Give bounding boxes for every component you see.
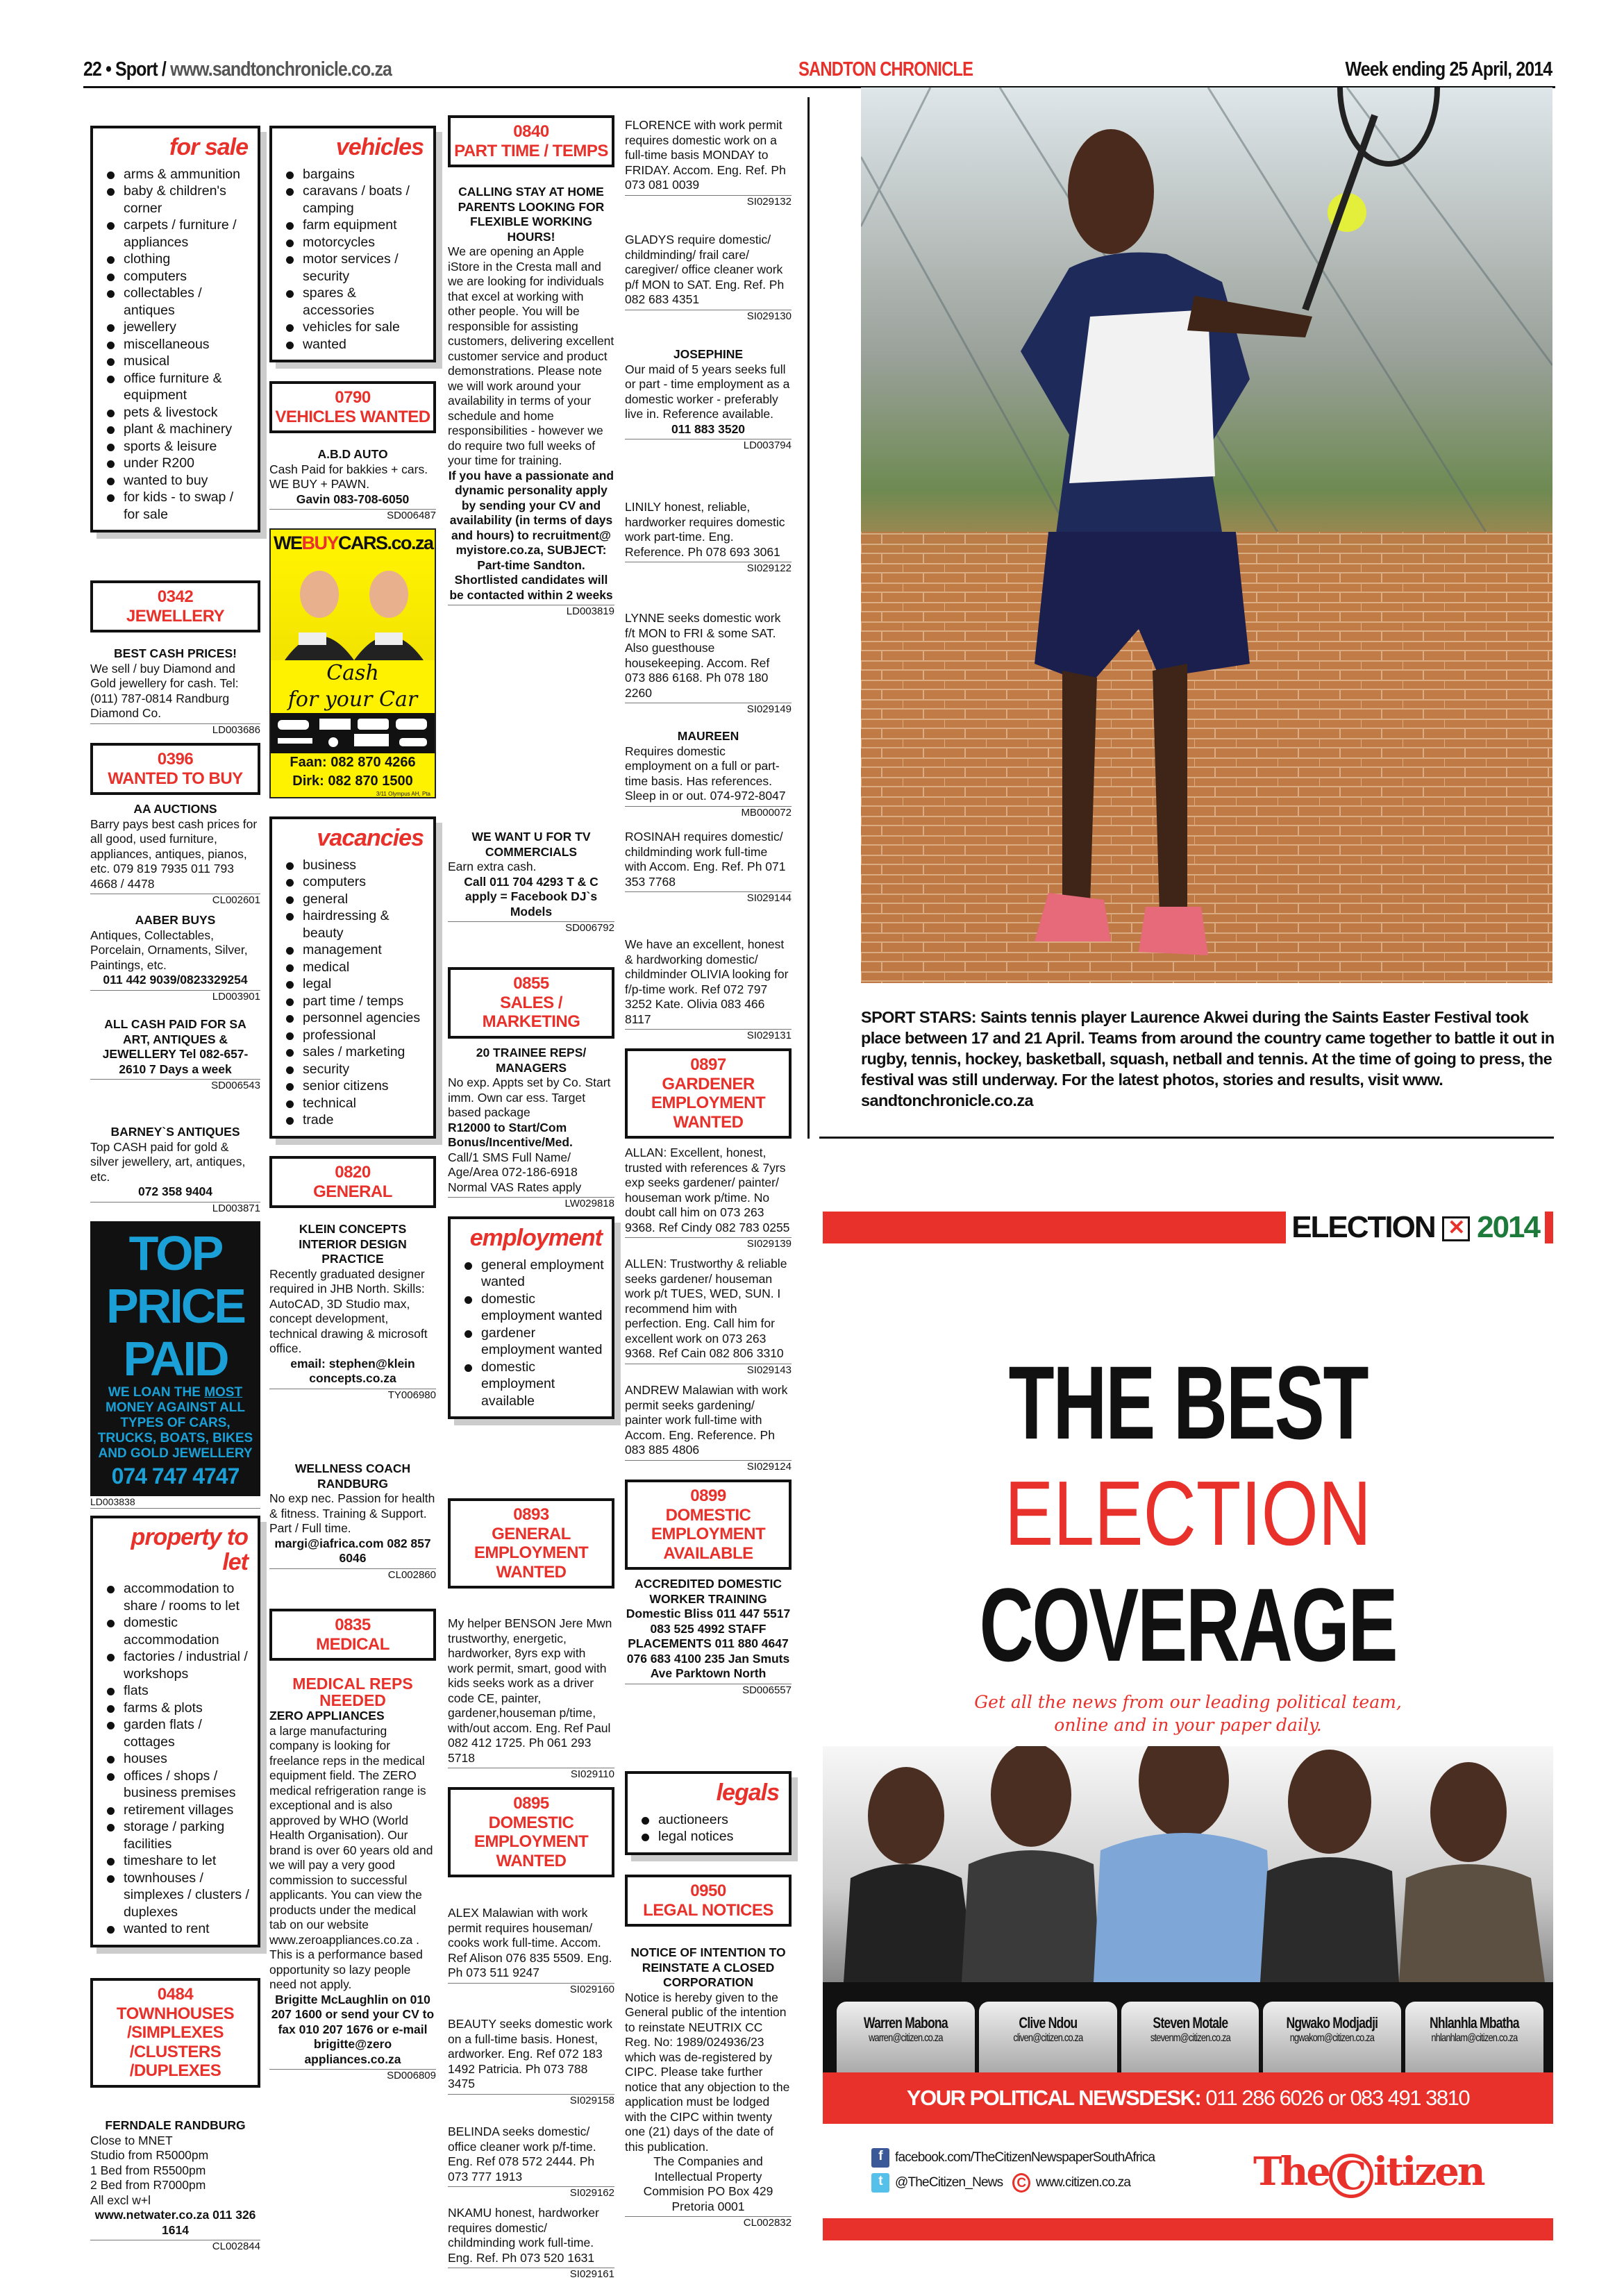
ad-reference-code: LD003871 bbox=[90, 1202, 260, 1214]
red-footer-bar bbox=[823, 2218, 1553, 2240]
ad-body: Call/1 SMS Full Name/ Age/Area 072-186-6918 Normal VAS Rates apply bbox=[448, 1150, 582, 1194]
ad-reference-code: SI029161 bbox=[448, 2268, 614, 2280]
ad-reference-code: SI029162 bbox=[448, 2186, 614, 2199]
section-code: 0897 bbox=[690, 1055, 726, 1074]
index-item-spares-accessories[interactable]: spares & accessories bbox=[285, 285, 426, 319]
index-item-vehicles-for-sale[interactable]: vehicles for sale bbox=[285, 319, 426, 336]
ad-red: MEDICAL REPS NEEDED bbox=[292, 1675, 413, 1709]
index-item-management[interactable]: management bbox=[285, 941, 426, 959]
ad-head: BEST CASH PRICES! bbox=[114, 646, 237, 660]
ad-reference-code: SI029131 bbox=[625, 1029, 792, 1041]
ad-reference-code: SI029122 bbox=[625, 562, 792, 574]
journalists-photo bbox=[823, 1746, 1553, 1982]
index-title: for sale bbox=[169, 134, 248, 160]
citizen-c-icon: C bbox=[1012, 2173, 1030, 2193]
journalist-steven-motale bbox=[1121, 2002, 1259, 2072]
index-list bbox=[463, 1257, 605, 1410]
journalist-name: Warren Mabona bbox=[863, 2014, 948, 2031]
classified-ad bbox=[448, 1046, 614, 1209]
the-citizen-logo: The C itizen bbox=[1253, 2149, 1484, 2199]
journalist-warren-mabona bbox=[837, 2002, 975, 2072]
classified-ad bbox=[90, 913, 260, 1003]
section-0899 bbox=[625, 1480, 792, 1570]
ad-head: AABER BUYS bbox=[135, 913, 216, 927]
journalist-email[interactable]: warren@citizen.co.za bbox=[869, 2032, 943, 2044]
section-0950 bbox=[625, 1875, 792, 1927]
ad-reference-code: CL002860 bbox=[269, 1568, 436, 1581]
index-item-timeshare-to-let[interactable]: timeshare to let bbox=[106, 1852, 251, 1870]
classified-ad bbox=[625, 347, 792, 451]
photo-caption: SPORT STARS: Saints tennis player Laurence Akwei during the Saints Easter Festival took place between 17 and 21 April. Teams from around the country came together to battle it out in rugby, tennis, hockey, basketball, squash, netball and tennis. At the time of going to press, the festival was still underway. For the latest photos, stories and results, visit www. sandtonchronicle.co.za bbox=[861, 1008, 1555, 1109]
ad-body: a large manufacturing company is looking for freelance reps in the medical equipment field. The ZERO medical refrigeration range is exceptional and is also approved by WHO (World Health Organisation). Our brand is over 60 years old and we will pay a very good commission to successful applicants. You can view the products under the medical tab on our website www.zeroappliances.co.za . This is a performance based opportunity so lazy people need not apply. bbox=[269, 1723, 433, 1991]
section-0840 bbox=[448, 115, 614, 167]
classified-ad bbox=[269, 1222, 436, 1401]
section-0484 bbox=[90, 1978, 260, 2088]
index-item-houses[interactable]: houses bbox=[106, 1750, 251, 1768]
journalist-name: Steven Motale bbox=[1153, 2014, 1228, 2031]
index-item-farms-plots[interactable]: farms & plots bbox=[106, 1700, 251, 1717]
ad-head: ACCREDITED DOMESTIC WORKER TRAINING Domestic Bliss 011 447 5517 083 525 4992 STAFF PLACEMENTS 011 880 4647 076 683 4100 235 Jan Smuts Ave Parktown North bbox=[626, 1577, 791, 1680]
journalist-email[interactable]: stevenm@citizen.co.za bbox=[1150, 2032, 1230, 2044]
index-item-accommodation-to-share-rooms-to-let[interactable]: accommodation to share / rooms to let bbox=[106, 1580, 251, 1614]
headline-coverage: COVERAGE bbox=[979, 1566, 1397, 1683]
index-item-wanted-to-rent[interactable]: wanted to rent bbox=[106, 1920, 251, 1938]
section-0835 bbox=[269, 1609, 436, 1661]
section-label: LEGAL NOTICES bbox=[643, 1900, 773, 1920]
index-property-to-let bbox=[90, 1516, 260, 1947]
ad-contact: margi@iafrica.com 082 857 6046 bbox=[274, 1536, 431, 1565]
journalist-ngwako-modjadji bbox=[1263, 2002, 1401, 2072]
classified-ad bbox=[269, 447, 436, 521]
ad-body: Barry pays best cash prices for all good, used furniture, appliances, antiques, pianos, etc. 079 819 7935 011 793 4668 / 4478 bbox=[90, 816, 258, 891]
section-code: 0855 bbox=[513, 974, 549, 993]
ad-reference-code: SD006543 bbox=[90, 1079, 260, 1091]
ad-head: 20 TRAINEE REPS/ MANAGERS bbox=[476, 1046, 587, 1075]
caption-rule bbox=[819, 1137, 1554, 1139]
election-2014-logo: ELECTION ✕ 2014 bbox=[1286, 1212, 1545, 1243]
journalist-email[interactable]: cliven@citizen.co.za bbox=[1013, 2032, 1083, 2044]
index-item-jewellery[interactable]: jewellery bbox=[106, 319, 251, 336]
ad-foot: The Companies and Intellectual Property Commision PO Box 429 Pretoria 0001 bbox=[643, 2154, 773, 2213]
ad-contact: Call 011 704 4293 T & C apply = Facebook DJ`s Models bbox=[464, 874, 598, 919]
ad-subline: Get all the news from our leading political team, online and in your paper daily. bbox=[974, 1692, 1402, 1735]
website-link[interactable]: www.sandtonchronicle.co.za bbox=[170, 58, 392, 81]
classified-ad bbox=[448, 2206, 614, 2280]
owners-photo bbox=[271, 556, 435, 660]
section-label: GARDENER EMPLOYMENT WANTED bbox=[651, 1074, 766, 1132]
index-title: legals bbox=[716, 1779, 779, 1806]
ad-body: We sell / buy Diamond and Gold jewellery for cash. Tel: (011) 787-0814 Randburg Diamond Co. bbox=[90, 661, 239, 720]
index-list bbox=[106, 166, 251, 523]
ad-head: WE WANT U FOR TV COMMERCIALS bbox=[471, 830, 591, 859]
journalist-tabs bbox=[823, 1982, 1553, 2072]
classified-ad bbox=[90, 646, 260, 736]
ad-body: Antiques, Collectables, Porcelain, Ornaments, Silver, Paintings, etc. bbox=[90, 928, 248, 972]
classified-ad bbox=[625, 1146, 792, 1250]
ad-reference-code: SI029158 bbox=[448, 2094, 614, 2106]
ad-reference-code: CL002601 bbox=[90, 894, 260, 906]
ad-body: LINILY honest, reliable, hardworker requires domestic work part-time. Eng. Reference. Ph 078 693 3061 bbox=[625, 500, 785, 559]
section-0895 bbox=[448, 1787, 614, 1877]
section-label: TOWNHOUSES /SIMPLEXES /CLUSTERS /DUPLEXES bbox=[116, 2004, 235, 2081]
classified-ad bbox=[448, 1906, 614, 1995]
index-title: employment bbox=[469, 1225, 602, 1251]
index-employment bbox=[448, 1216, 614, 1419]
journalist-name: Nhlanhla Mbatha bbox=[1430, 2014, 1519, 2031]
vehicle-icons bbox=[271, 713, 435, 753]
ad-reference-code: SI029110 bbox=[448, 1768, 614, 1780]
ad-body: ANDREW Malawian with work permit seeks gardening/ painter work full-time with Accom. Eng. Reference. Ph 083 885 4806 bbox=[625, 1383, 788, 1457]
cash-slogan: for your Car bbox=[271, 687, 435, 713]
ad-reference-code: SD006792 bbox=[448, 921, 614, 934]
index-item-bargains[interactable]: bargains bbox=[285, 166, 426, 183]
ad-head: MAUREEN bbox=[677, 729, 739, 743]
ad-reference-code: SI029160 bbox=[448, 1983, 614, 1995]
ad-reference-code: SI029149 bbox=[625, 703, 792, 715]
section-code: 0950 bbox=[690, 1882, 726, 1900]
section-0820 bbox=[269, 1156, 436, 1208]
classified-ad bbox=[625, 611, 792, 715]
political-newsdesk: YOUR POLITICAL NEWSDESK: 011 286 6026 or 083 491 3810 bbox=[823, 2072, 1553, 2124]
ad-body: Notice is hereby given to the General public of the intention to reinstate NEUTRIX CC Reg. No: 1989/024936/23 which was de-registered by CIPC. Please take further notice that any objection to the application must be lodged with the CIPC within twenty one (21) days of the date of this publication. bbox=[625, 1990, 790, 2154]
index-item-legal-notices[interactable]: legal notices bbox=[640, 1828, 782, 1845]
section-code: 0342 bbox=[157, 587, 194, 606]
index-item-professional[interactable]: professional bbox=[285, 1027, 426, 1044]
classified-ad bbox=[625, 937, 792, 1041]
headline-election: ELECTION bbox=[1004, 1462, 1372, 1564]
ad-head: AA AUCTIONS bbox=[133, 802, 217, 816]
webuycars-ad bbox=[269, 528, 436, 798]
masthead-title: SANDTON CHRONICLE bbox=[798, 58, 973, 81]
journalist-name: Clive Ndou bbox=[1019, 2014, 1078, 2031]
index-title: property to let bbox=[131, 1524, 248, 1575]
ad-reference-code: LD003819 bbox=[448, 605, 614, 617]
column-divider bbox=[807, 97, 810, 1139]
index-item-technical[interactable]: technical bbox=[285, 1095, 426, 1112]
classified-ad bbox=[448, 2125, 614, 2199]
index-item-hairdressing-beauty[interactable]: hairdressing & beauty bbox=[285, 907, 426, 941]
facebook-link[interactable]: f facebook.com/TheCitizenNewspaperSouthAfrica bbox=[871, 2145, 1232, 2170]
ad-body: Top CASH paid for gold & silver jewellery, art, antiques, etc. bbox=[90, 1139, 246, 1184]
index-item-factories-industrial-workshops[interactable]: factories / industrial / workshops bbox=[106, 1648, 251, 1682]
ad-reference-code: LD003838 bbox=[90, 1496, 260, 1509]
top-price-paid-ad bbox=[90, 1221, 260, 1509]
webuycars-phone[interactable]: Dirk: 082 870 1500 bbox=[292, 773, 413, 789]
ad-body: ROSINAH requires domestic/ childminding work full-time with Accom. Eng. Ref. Ph 071 353 7768 bbox=[625, 830, 786, 889]
index-list bbox=[285, 857, 426, 1129]
ad-contact: Gavin 083-708-6050 bbox=[296, 492, 410, 506]
index-item-general[interactable]: general bbox=[285, 891, 426, 908]
index-title: vacancies bbox=[317, 825, 424, 851]
section-code: 0895 bbox=[513, 1794, 549, 1813]
ad-body: NKAMU honest, hardworker requires domestic/ childminding work full-time. Eng. Ref. Ph 073 520 1631 bbox=[448, 2206, 599, 2265]
classified-ad bbox=[269, 1675, 436, 2081]
index-item-legal[interactable]: legal bbox=[285, 975, 426, 993]
ad-body: We are opening an Apple iStore in the Cresta mall and we are looking for individuals that excel at working with other people. You will be responsible for assisting customers, delivering excellent customer service and product demonstrations. Please note we will work around your availability in terms of your schedule and home responsibilities - however we do require two full weeks of your time for training. bbox=[448, 244, 614, 467]
section-label: 22 • Sport / bbox=[83, 58, 171, 81]
ad-body: We have an excellent, honest & hardworking domestic/ childminder OLIVIA looking for f/p-time work. Ref 072 797 3252 Kate. Olivia 083 466 8117 bbox=[625, 937, 789, 1026]
ad-phone: 074 747 4747 bbox=[111, 1464, 240, 1489]
ad-reference-code: SI029144 bbox=[625, 891, 792, 904]
index-for-sale bbox=[90, 126, 260, 533]
ad-contact: email: stephen@klein concepts.co.za bbox=[290, 1356, 415, 1385]
index-item-storage-parking-facilities[interactable]: storage / parking facilities bbox=[106, 1818, 251, 1852]
ad-head: A.B.D AUTO bbox=[317, 447, 388, 461]
journalist-email[interactable]: nhlanhlam@citizen.co.za bbox=[1431, 2032, 1518, 2044]
index-item-garden-flats-cottages[interactable]: garden flats / cottages bbox=[106, 1716, 251, 1750]
election-coverage-ad bbox=[823, 1212, 1553, 2249]
ad-head: ALL CASH PAID FOR SA ART, ANTIQUES & JEWELLERY Tel 082-657-2610 7 Days a week bbox=[102, 1017, 249, 1076]
ad-reference-code: SI029143 bbox=[625, 1364, 792, 1376]
section-code: 0820 bbox=[335, 1163, 371, 1182]
ad-reference-code: CL002844 bbox=[90, 2240, 260, 2252]
section-0855 bbox=[448, 967, 614, 1039]
classified-ad bbox=[90, 1125, 260, 1214]
index-item-under-r200[interactable]: under R200 bbox=[106, 455, 251, 472]
index-item-computers[interactable]: computers bbox=[106, 268, 251, 285]
journalist-name: Ngwako Modjadji bbox=[1286, 2014, 1378, 2031]
ad-body: ALLEN: Trustworthy & reliable seeks gardener/ houseman work p/t TUES, WED, SUN. I recommend him with perfection. Eng. Call him for excellent work on 073 263 9368. Ref Cain 082 806 3310 bbox=[625, 1257, 787, 1360]
ad-headline-word: TOP bbox=[128, 1226, 222, 1280]
section-label: DOMESTIC EMPLOYMENT AVAILABLE bbox=[651, 1505, 766, 1563]
index-item-domestic-employment-wanted[interactable]: domestic employment wanted bbox=[463, 1291, 605, 1325]
index-vacancies bbox=[269, 816, 436, 1139]
top-price-paid-box bbox=[90, 1221, 260, 1496]
ad-reference-code: SD006557 bbox=[625, 1684, 792, 1696]
ad-contact: Brigitte McLaughlin on 010 207 1600 or send your CV to fax 010 207 1676 or e-mail brigitte@zero appliances.co.za bbox=[271, 1992, 435, 2066]
index-item-sports-leisure[interactable]: sports & leisure bbox=[106, 438, 251, 455]
ad-head: FERNDALE RANDBURG bbox=[105, 2118, 246, 2132]
index-item-offices-shops-business-premises[interactable]: offices / shops / business premises bbox=[106, 1768, 251, 1802]
section-label: SALES / MARKETING bbox=[482, 993, 580, 1032]
index-item-senior-citizens[interactable]: senior citizens bbox=[285, 1078, 426, 1095]
index-item-pets-livestock[interactable]: pets & livestock bbox=[106, 404, 251, 421]
index-item-motorcycles[interactable]: motorcycles bbox=[285, 234, 426, 251]
index-item-office-furniture-equipment[interactable]: office furniture & equipment bbox=[106, 370, 251, 404]
index-legals bbox=[625, 1771, 792, 1855]
index-item-general-employment-wanted[interactable]: general employment wanted bbox=[463, 1257, 605, 1291]
ad-body: Our maid of 5 years seeks full or part - time employment as a domestic worker - preferably live in. Reference available. bbox=[625, 362, 790, 421]
index-item-carpets-furniture-appliances[interactable]: carpets / furniture / appliances bbox=[106, 217, 251, 251]
classified-ad bbox=[625, 729, 792, 819]
ad-reference-code: LD003686 bbox=[90, 723, 260, 736]
section-code: 0893 bbox=[513, 1505, 549, 1524]
index-item-retirement-villages[interactable]: retirement villages bbox=[106, 1802, 251, 1819]
ad-head: KLEIN CONCEPTS INTERIOR DESIGN PRACTICE bbox=[299, 1222, 407, 1266]
section-label: GENERAL bbox=[313, 1182, 392, 1201]
classified-ad bbox=[90, 802, 260, 906]
ad-reference-code: SD006809 bbox=[269, 2069, 436, 2081]
cash-slogan: Cash bbox=[271, 660, 435, 687]
ad-body: GLADYS require domestic/ childminding/ frail care/ caregiver/ office cleaner work p/f MON to SAT. Eng. Ref. Ph 082 683 4351 bbox=[625, 233, 785, 306]
section-label: GENERAL EMPLOYMENT WANTED bbox=[474, 1524, 589, 1582]
index-item-trade[interactable]: trade bbox=[285, 1112, 426, 1129]
section-0790 bbox=[269, 381, 436, 433]
section-label: VEHICLES WANTED bbox=[275, 407, 430, 426]
section-0893 bbox=[448, 1498, 614, 1589]
classified-ad bbox=[269, 1461, 436, 1581]
ad-contact: If you have a passionate and dynamic personality apply by sending your CV and availability (in terms of days and hours) to recruitment@ myistore.co.za, SUBJECT: Part-time Sandton. Shortlisted candidates will be contacted within 2 weeks bbox=[448, 468, 614, 602]
classified-ad bbox=[625, 118, 792, 208]
index-item-wanted-to-buy[interactable]: wanted to buy bbox=[106, 472, 251, 489]
twitter-link[interactable]: t @TheCitizen_News bbox=[871, 2175, 1003, 2190]
index-item-security[interactable]: security bbox=[285, 1061, 426, 1078]
ad-body: LYNNE seeks domestic work f/t MON to FRI & some SAT. Also guesthouse housekeeping. Accom. Ref 073 886 6168. Ph 078 180 2260 bbox=[625, 611, 781, 700]
ad-reference-code: LW029818 bbox=[448, 1197, 614, 1209]
index-item-baby-children-s-corner[interactable]: baby & children's corner bbox=[106, 183, 251, 217]
ad-reference-code: SD006487 bbox=[269, 509, 436, 521]
section-code: 0484 bbox=[157, 1985, 194, 2004]
ad-body: Earn extra cash. bbox=[448, 860, 537, 873]
journalist-clive-ndou bbox=[979, 2002, 1117, 2072]
ad-body: BEAUTY seeks domestic work on a full-time basis. Honest, ardworker. Eng. Ref 072 183 1492 Patricia. Ph 073 788 3475 bbox=[448, 2017, 612, 2090]
ad-reference-code: CL002832 bbox=[625, 2216, 792, 2229]
ad-body: Requires domestic employment on a full or part-time basis. Has references. Sleep in or out. 074-972-8047 bbox=[625, 744, 786, 803]
classified-ad bbox=[625, 830, 792, 904]
social-links bbox=[871, 2145, 1232, 2195]
ad-reference-code: LD003794 bbox=[625, 439, 792, 451]
index-item-sales-marketing[interactable]: sales / marketing bbox=[285, 1044, 426, 1061]
classified-ad bbox=[90, 2118, 260, 2252]
index-title: vehicles bbox=[335, 134, 424, 160]
ad-body: Recently graduated designer required in JHB North. Skills: AutoCAD, 3D Studio max, concept development, technical drawing & microsoft office. bbox=[269, 1266, 428, 1355]
ad-contact: www.netwater.co.za 011 326 1614 bbox=[94, 2208, 256, 2237]
ad-address: 3/11 Olympus AH, Pta bbox=[376, 791, 430, 797]
classified-ad bbox=[625, 500, 792, 574]
section-label: DOMESTIC EMPLOYMENT WANTED bbox=[474, 1813, 589, 1870]
classified-ad bbox=[448, 1616, 614, 1780]
index-item-domestic-employment-available[interactable]: domestic employment available bbox=[463, 1359, 605, 1410]
classified-ad bbox=[448, 185, 614, 617]
section-0396 bbox=[90, 743, 260, 795]
index-item-flats[interactable]: flats bbox=[106, 1682, 251, 1700]
index-item-plant-machinery[interactable]: plant & machinery bbox=[106, 421, 251, 438]
ad-headline-word: PAID bbox=[123, 1332, 228, 1386]
ad-reference-code: SI029139 bbox=[625, 1237, 792, 1250]
classified-ad bbox=[625, 1257, 792, 1376]
ad-body: BELINDA seeks domestic/ office cleaner work p/f-time. Eng. Ref 078 572 2444. Ph 073 777 1913 bbox=[448, 2125, 596, 2184]
index-list bbox=[640, 1811, 782, 1845]
ad-contact: 072 358 9404 bbox=[137, 1184, 213, 1198]
section-label: WANTED TO BUY bbox=[108, 769, 243, 788]
section-label: JEWELLERY bbox=[126, 606, 225, 626]
ad-bold: ZERO APPLIANCES bbox=[269, 1709, 385, 1723]
index-item-collectables-antiques[interactable]: collectables / antiques bbox=[106, 285, 251, 319]
index-item-clothing[interactable]: clothing bbox=[106, 251, 251, 268]
index-item-wanted[interactable]: wanted bbox=[285, 336, 426, 353]
issue-date: Week ending 25 April, 2014 bbox=[1345, 58, 1552, 81]
website-link[interactable]: C www.citizen.co.za bbox=[1012, 2175, 1130, 2190]
index-item-personnel-agencies[interactable]: personnel agencies bbox=[285, 1009, 426, 1027]
ballot-cross-icon: ✕ bbox=[1442, 1216, 1470, 1241]
ad-body: ALEX Malawian with work permit requires houseman/ cooks work full-time. Accom. Ref Alison 076 835 5509. Eng. Ph 073 511 9247 bbox=[448, 1906, 612, 1979]
ad-head: JOSEPHINE bbox=[673, 347, 744, 361]
index-item-business[interactable]: business bbox=[285, 857, 426, 874]
ad-reference-code: SI029130 bbox=[625, 310, 792, 322]
classified-ad bbox=[625, 1945, 792, 2229]
classified-ad bbox=[448, 2017, 614, 2106]
section-0342 bbox=[90, 580, 260, 632]
index-item-motor-services-security[interactable]: motor services / security bbox=[285, 251, 426, 285]
section-code: 0835 bbox=[335, 1616, 371, 1634]
index-list bbox=[285, 166, 426, 353]
ad-body: My helper BENSON Jere Mwn trustworthy, energetic, hardworker, 8yrs exp with work permit, smart, good with kids seeks work as a driver code CE, painter, gardener,houseman p/time, with/out accom. Eng. Ref Paul 082 412 1725. Ph 061 293 5718 bbox=[448, 1616, 612, 1765]
index-item-computers[interactable]: computers bbox=[285, 873, 426, 891]
ad-body: FLORENCE with work permit requires domestic work on a full-time basis MONDAY to FRIDAY. Accom. Eng. Ref. Ph 073 081 0039 bbox=[625, 118, 786, 192]
ad-reference-code: TY006980 bbox=[269, 1389, 436, 1401]
classified-ad bbox=[625, 1577, 792, 1696]
ad-body: No exp. Appts set by Co. Start imm. Own car ess. Target based package bbox=[448, 1075, 611, 1119]
index-item-domestic-accommodation[interactable]: domestic accommodation bbox=[106, 1614, 251, 1648]
headline-the-best: THE BEST bbox=[1008, 1344, 1368, 1461]
section-label: PART TIME / TEMPS bbox=[454, 141, 608, 160]
section-code: 0840 bbox=[513, 122, 549, 141]
index-item-auctioneers[interactable]: auctioneers bbox=[640, 1811, 782, 1829]
index-item-medical[interactable]: medical bbox=[285, 959, 426, 976]
section-code: 0790 bbox=[335, 388, 371, 407]
index-item-musical[interactable]: musical bbox=[106, 353, 251, 370]
section-0897 bbox=[625, 1048, 792, 1139]
ad-reference-code: LD003901 bbox=[90, 990, 260, 1003]
index-item-for-kids-to-swap-for-sale[interactable]: for kids - to swap / for sale bbox=[106, 489, 251, 523]
ad-reference-code: SI029132 bbox=[625, 195, 792, 208]
ad-head: CALLING STAY AT HOME PARENTS LOOKING FOR FLEXIBLE WORKING HOURS! bbox=[458, 185, 605, 244]
section-label: MEDICAL bbox=[316, 1634, 390, 1654]
ad-head: WELLNESS COACH RANDBURG bbox=[294, 1461, 411, 1491]
index-item-arms-ammunition[interactable]: arms & ammunition bbox=[106, 166, 251, 183]
ad-body: No exp nec. Passion for health & fitness. Training & Support. Part / Full time. bbox=[269, 1491, 435, 1535]
index-item-caravans-boats-camping[interactable]: caravans / boats / camping bbox=[285, 183, 426, 217]
classified-ad bbox=[448, 830, 614, 934]
index-vehicles bbox=[269, 126, 436, 362]
webuycars-logo: WEBUYCARS.co.za bbox=[274, 533, 433, 553]
index-list bbox=[106, 1580, 251, 1938]
index-item-part-time-temps[interactable]: part time / temps bbox=[285, 993, 426, 1010]
index-item-townhouses-simplexes-clusters-duplexes[interactable]: townhouses / simplexes / clusters / duplexes bbox=[106, 1870, 251, 1921]
ad-reference-code: SI029124 bbox=[625, 1460, 792, 1473]
ad-body: ALLAN: Excellent, honest, trusted with references & 7yrs exp seeks gardener/ painter/ houseman work p/time. No doubt call him on 073 263 9368. Ref Cindy 082 783 0255 bbox=[625, 1146, 790, 1234]
page-folio bbox=[83, 58, 392, 81]
section-code: 0396 bbox=[157, 750, 194, 769]
classified-ad bbox=[90, 1017, 260, 1091]
facebook-icon: f bbox=[871, 2148, 889, 2168]
ad-head: BARNEY`S ANTIQUES bbox=[110, 1125, 240, 1139]
ad-head: NOTICE OF INTENTION TO REINSTATE A CLOSED CORPORATION bbox=[630, 1945, 786, 1989]
index-item-farm-equipment[interactable]: farm equipment bbox=[285, 217, 426, 234]
section-code: 0899 bbox=[690, 1486, 726, 1505]
ad-contact: 011 883 3520 bbox=[671, 421, 746, 436]
classified-ad bbox=[625, 1383, 792, 1473]
classified-ad bbox=[625, 233, 792, 322]
journalist-email[interactable]: ngwakom@citizen.co.za bbox=[1290, 2032, 1375, 2044]
webuycars-phone[interactable]: Faan: 082 870 4266 bbox=[290, 755, 416, 770]
ad-reference-code: MB000072 bbox=[625, 806, 792, 819]
ad-headline-word: PRICE bbox=[106, 1279, 244, 1333]
ad-body: Cash Paid for bakkies + cars. WE BUY + PAWN. bbox=[269, 462, 428, 491]
tennis-player-photo bbox=[861, 87, 1552, 983]
index-item-miscellaneous[interactable]: miscellaneous bbox=[106, 336, 251, 353]
ad-tagline: WE LOAN THE MOST MONEY AGAINST ALL TYPES OF CARS, TRUCKS, BOATS, BIKES AND GOLD JEWELLERY bbox=[97, 1385, 253, 1461]
journalist-nhlanhla-mbatha bbox=[1405, 2002, 1543, 2072]
ad-contact: 011 442 9039/0823329254 bbox=[103, 973, 248, 987]
twitter-icon: t bbox=[871, 2173, 889, 2193]
ad-bold: R12000 to Start/Com Bonus/Incentive/Med. bbox=[448, 1120, 573, 1149]
ad-body: Close to MNET Studio from R5000pm 1 Bed from R5500pm 2 Bed from R7000pm All excl w+l bbox=[90, 2133, 209, 2207]
index-item-gardener-employment-wanted[interactable]: gardener employment wanted bbox=[463, 1325, 605, 1359]
